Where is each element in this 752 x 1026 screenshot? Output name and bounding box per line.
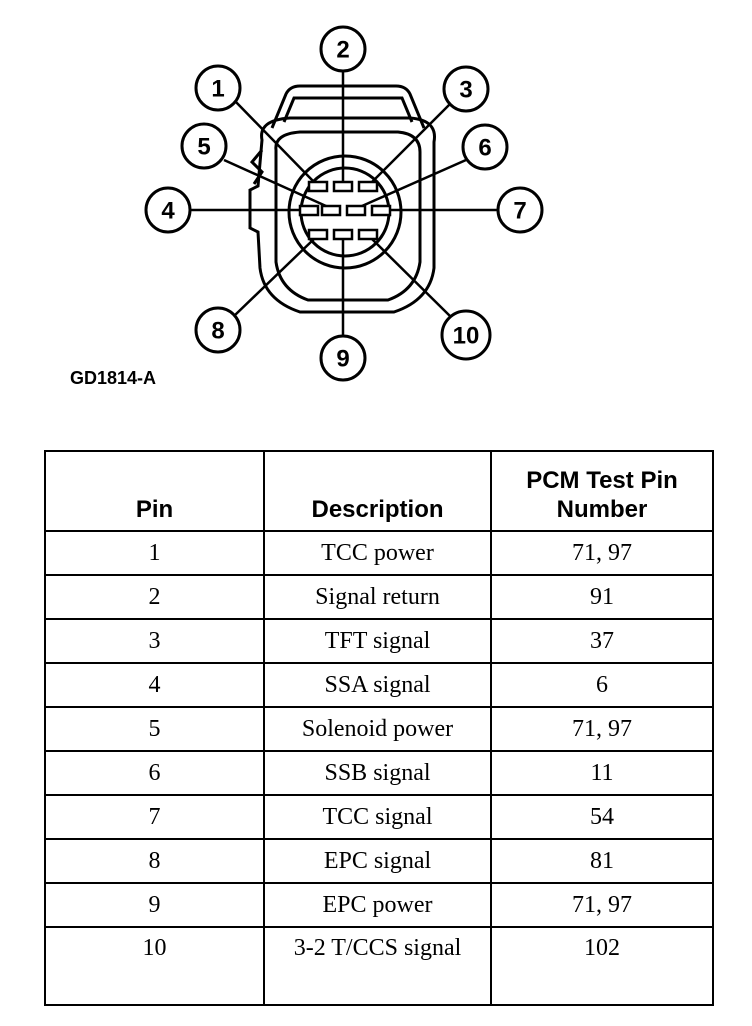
pin-slot-2 [334,182,352,191]
pcm-cell: 11 [491,751,713,795]
callout-1-label: 1 [211,75,225,103]
pin-slots [300,182,390,239]
callout-4-label: 4 [161,197,175,225]
callout-2-label: 2 [336,36,350,64]
table-header-row [45,451,713,531]
callout-10 [442,311,490,359]
callout-5-label: 5 [197,133,211,161]
callout-3-label: 3 [459,76,473,104]
pcm-cell: 71, 97 [491,707,713,751]
pcm-cell: 37 [491,619,713,663]
pin-slot-9 [334,230,352,239]
table-row [45,883,713,927]
description-cell: SSB signal [264,751,491,795]
pin-slot-6 [347,206,365,215]
pcm-cell: 71, 97 [491,531,713,575]
description-cell: SSA signal [264,663,491,707]
pin-table [44,450,714,1006]
table-row [45,795,713,839]
pcm-cell: 81 [491,839,713,883]
description-cell: EPC power [264,883,491,927]
pin-cell: 5 [45,707,264,751]
callout-5 [182,124,226,168]
description-cell: 3-2 T/CCS signal [264,927,491,1005]
pin-cell: 4 [45,663,264,707]
callout-2 [321,27,365,71]
pin-cell: 7 [45,795,264,839]
description-cell: Solenoid power [264,707,491,751]
pin-cell: 10 [45,927,264,1005]
table-row [45,575,713,619]
pin-cell: 2 [45,575,264,619]
callout-6-label: 6 [478,134,492,162]
pcm-cell: 91 [491,575,713,619]
callout-8 [196,308,240,352]
pin-slot-4 [300,206,318,215]
pin-cell: 9 [45,883,264,927]
table-row [45,751,713,795]
pcm-cell: 102 [491,927,713,1005]
table-row [45,839,713,883]
callout-9 [321,336,365,380]
description-cell: EPC signal [264,839,491,883]
header-pin: Pin [45,451,264,531]
callout-6 [463,125,507,169]
table-row [45,619,713,663]
pin-slot-3 [359,182,377,191]
table-row [45,663,713,707]
callout-8-label: 8 [211,317,225,345]
callout-7 [498,188,542,232]
pin-slot-1 [309,182,327,191]
callout-4 [146,188,190,232]
table-row [45,927,713,1005]
pin-slot-7 [372,206,390,215]
pcm-cell: 71, 97 [491,883,713,927]
header-description: Description [264,451,491,531]
pcm-cell: 6 [491,663,713,707]
callout-10-label: 10 [452,322,480,350]
leader-lines [190,70,498,336]
table-row [45,707,713,751]
pin-cell: 8 [45,839,264,883]
pin-cell: 1 [45,531,264,575]
connector-diagram [0,0,752,420]
pin-cell: 3 [45,619,264,663]
pin-slot-8 [309,230,327,239]
pin-slot-5 [322,206,340,215]
description-cell: Signal return [264,575,491,619]
description-cell: TCC signal [264,795,491,839]
figure-id: GD1814-A [70,368,157,388]
description-cell: TFT signal [264,619,491,663]
header-pcm-test-pin: PCM Test Pin Number [491,451,713,531]
callout-3 [444,67,488,111]
table-row [45,531,713,575]
callout-7-label: 7 [513,197,527,225]
pcm-cell: 54 [491,795,713,839]
callout-9-label: 9 [336,345,350,373]
pin-slot-10 [359,230,377,239]
description-cell: TCC power [264,531,491,575]
callout-1 [196,66,240,110]
pin-cell: 6 [45,751,264,795]
